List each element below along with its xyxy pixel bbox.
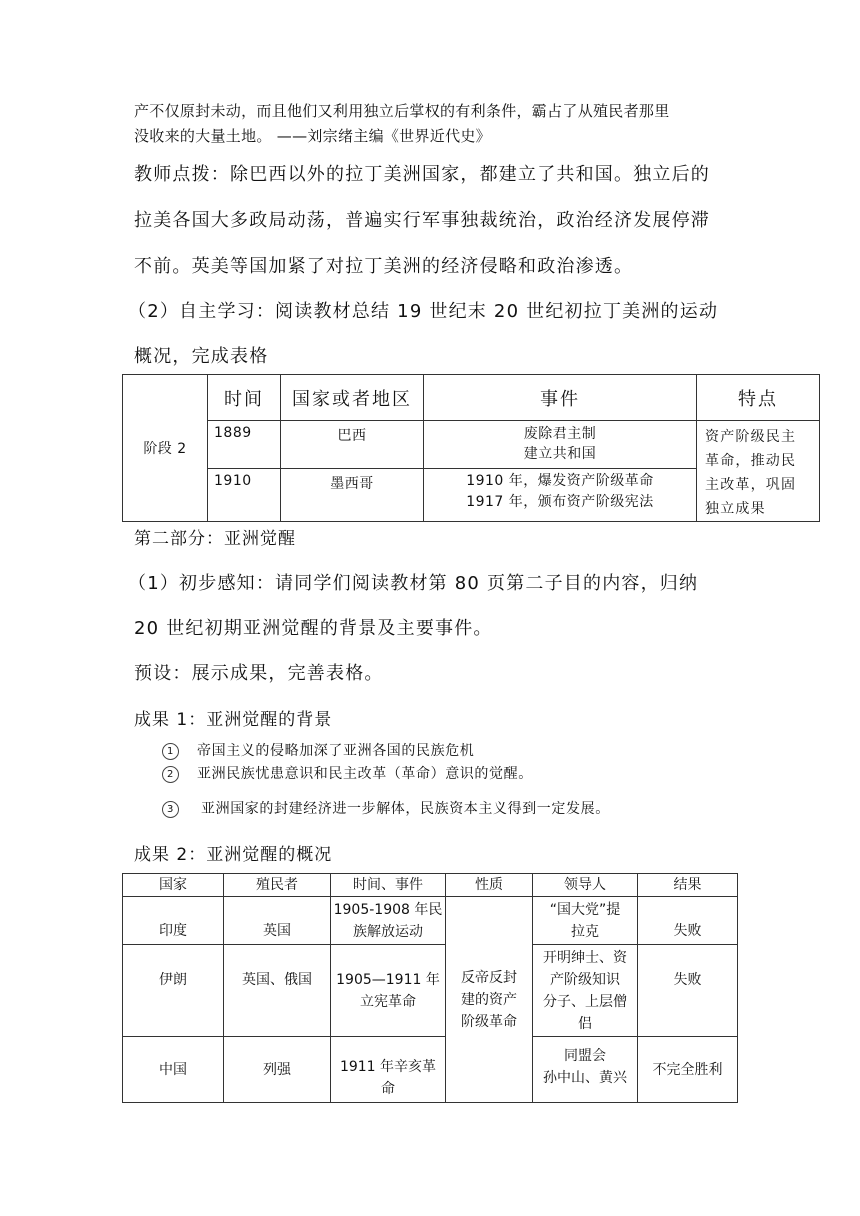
list-item	[162, 763, 533, 783]
event-line: 1917 年，颁布资产阶级宪法	[466, 494, 654, 511]
event-cell	[424, 421, 697, 469]
country-cell: 伊朗	[123, 945, 224, 1037]
table-row	[123, 421, 820, 469]
event-cell	[424, 469, 697, 522]
teacher-note-line-1: 教师点拨：除巴西以外的拉丁美洲国家，都建立了共和国。独立后的	[134, 164, 710, 185]
event-line: 命	[381, 1081, 395, 1097]
stage-cell: 阶段 2	[123, 375, 208, 522]
event-line: 建立共和国	[523, 446, 597, 462]
country-cell: 中国	[123, 1037, 224, 1103]
nature-line: 建的资产	[461, 991, 517, 1008]
list-item-text: 亚洲国家的封建经济进一步解体，民族资本主义得到一定发展。	[201, 801, 610, 817]
list-item	[162, 740, 474, 760]
self-study-line-1: （2）自主学习：阅读教材总结 19 世纪末 20 世纪初拉丁美洲的运动	[128, 301, 719, 322]
part2-q1-line-2: 20 世纪初期亚洲觉醒的背景及主要事件。	[134, 618, 493, 639]
feature-line: 革命，推动民	[705, 453, 797, 469]
leader-line: 侣	[578, 1015, 592, 1032]
quote-line-1: 产不仅原封未动，而且他们又利用独立后掌权的有利条件，霸占了从殖民者那里	[134, 102, 670, 120]
feature-cell	[697, 421, 820, 522]
list-item	[162, 798, 610, 818]
nature-line: 反帝反封	[461, 969, 517, 986]
leader-cell	[533, 945, 638, 1037]
header-country: 国家	[123, 874, 224, 897]
country-cell: 墨西哥	[281, 469, 424, 522]
event-line: 立宪革命	[360, 994, 416, 1010]
event-line: 1911 年辛亥革	[339, 1059, 437, 1075]
time-cell: 1910	[208, 469, 281, 522]
colonizer-cell: 英国	[224, 897, 331, 945]
header-leader: 领导人	[533, 874, 638, 897]
header-event: 事件	[424, 375, 697, 421]
leader-line: 孙中山、黄兴	[543, 1070, 627, 1086]
colonizer-cell: 英国、俄国	[224, 945, 331, 1037]
event-line: 1910 年，爆发资产阶级革命	[466, 473, 654, 490]
part2-q1-line-1: （1）初步感知：请同学们阅读教材第 80 页第二子目的内容，归纳	[128, 573, 699, 594]
nature-line: 阶级革命	[461, 1013, 517, 1030]
circled-number: 3	[162, 801, 179, 818]
leader-line: 产阶级知识	[550, 971, 620, 988]
list-item-text: 亚洲民族忧患意识和民主改革（革命）意识的觉醒。	[197, 766, 533, 782]
leader-line: 拉克	[571, 923, 599, 940]
feature-line: 资产阶级民主	[705, 429, 797, 445]
event-cell	[331, 897, 446, 945]
leader-line: 同盟会	[564, 1048, 606, 1064]
header-feature: 特点	[697, 375, 820, 421]
result-cell: 失败	[638, 945, 738, 1037]
part2-title: 第二部分：亚洲觉醒	[134, 529, 296, 549]
leader-line: 分子、上层僧	[543, 993, 627, 1010]
result1-title: 成果 1：亚洲觉醒的背景	[134, 710, 333, 730]
feature-line: 独立成果	[705, 501, 766, 517]
teacher-note-line-2: 拉美各国大多政局动荡，普遍实行军事独裁统治，政治经济发展停滞	[134, 210, 710, 231]
header-result: 结果	[638, 874, 738, 897]
table-row	[123, 945, 738, 1037]
feature-line: 主改革，巩固	[705, 477, 797, 493]
header-country: 国家或者地区	[281, 375, 424, 421]
event-cell	[331, 945, 446, 1037]
leader-line: “国大党”提	[549, 901, 621, 918]
event-line: 废除君主制	[523, 426, 597, 442]
result2-title: 成果 2：亚洲觉醒的概况	[134, 845, 333, 865]
country-cell: 印度	[123, 897, 224, 945]
event-line: 1905—1911 年	[336, 972, 440, 988]
country-cell: 巴西	[281, 421, 424, 469]
colonizer-cell: 列强	[224, 1037, 331, 1103]
leader-cell	[533, 897, 638, 945]
preset-text: 预设：展示成果，完善表格。	[134, 663, 384, 684]
self-study-line-2: 概况，完成表格	[134, 346, 269, 367]
header-time: 时间	[208, 375, 281, 421]
header-colonizer: 殖民者	[224, 874, 331, 897]
event-line: 1905-1908 年民	[333, 901, 443, 918]
leader-line: 开明绅士、资	[543, 949, 627, 966]
leader-cell	[533, 1037, 638, 1103]
quote-line-2: 没收来的大量土地。 ——刘宗绪主编《世界近代史》	[134, 127, 491, 145]
table-row	[123, 897, 738, 945]
circled-number: 1	[162, 743, 179, 760]
event-cell	[331, 1037, 446, 1103]
result-cell: 不完全胜利	[638, 1037, 738, 1103]
header-time-event: 时间、事件	[331, 874, 446, 897]
asia-awakening-table	[122, 873, 738, 1103]
nature-cell	[446, 897, 533, 1103]
time-cell: 1889	[208, 421, 281, 469]
header-nature: 性质	[446, 874, 533, 897]
list-item-text: 帝国主义的侵略加深了亚洲各国的民族危机	[197, 743, 475, 759]
event-line: 族解放运动	[353, 923, 423, 940]
result-cell: 失败	[638, 897, 738, 945]
table-row	[123, 1037, 738, 1103]
circled-number: 2	[162, 766, 179, 783]
teacher-note-line-3: 不前。英美等国加紧了对拉丁美洲的经济侵略和政治渗透。	[134, 256, 634, 277]
latin-america-table	[122, 374, 820, 522]
